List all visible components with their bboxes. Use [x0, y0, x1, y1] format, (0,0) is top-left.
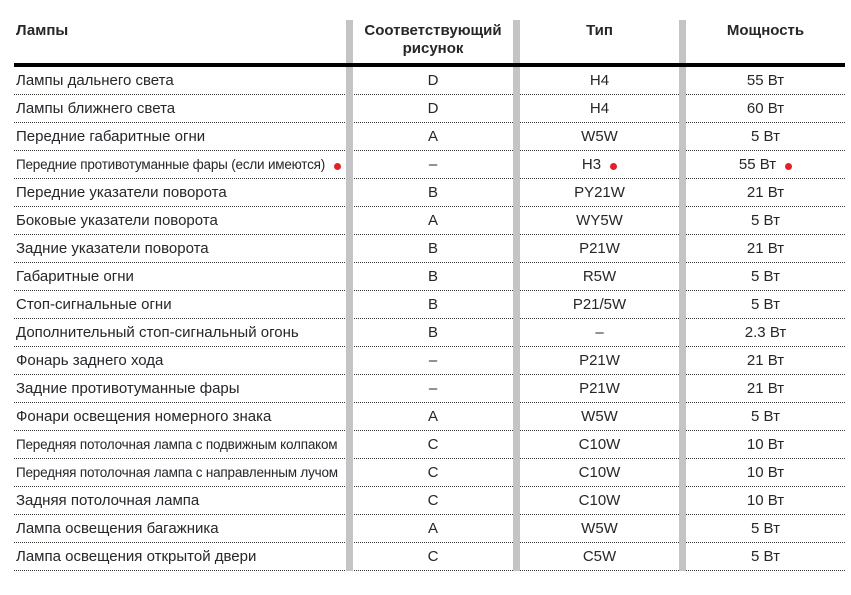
table-row [14, 375, 845, 403]
figure-cell: – [428, 156, 438, 173]
lamp-name-cell: Габаритные огни [16, 268, 134, 285]
power-cell: 2.3 Вт [744, 324, 787, 341]
table-row [14, 487, 845, 515]
lamp-name-cell: Задние указатели поворота [16, 240, 209, 257]
table-header-row [14, 14, 845, 63]
table-row [14, 67, 845, 95]
table-row [14, 263, 845, 291]
figure-cell: C [427, 464, 439, 481]
column-header-figure: Соответствующий рисунок [364, 22, 502, 57]
type-cell: – [595, 324, 604, 341]
column-divider-bar [679, 20, 686, 571]
type-cell: C10W [578, 436, 621, 453]
type-cell: H3 [520, 156, 679, 173]
power-cell: 5 Вт [751, 296, 780, 313]
type-cell: C5W [582, 548, 617, 565]
power-cell: 21 Вт [746, 380, 785, 397]
table-row [14, 319, 845, 347]
power-cell: 5 Вт [751, 212, 780, 229]
note-dot-icon [610, 163, 617, 170]
power-cell: 10 Вт [746, 492, 785, 509]
table-row [14, 431, 845, 459]
power-cell: 5 Вт [751, 408, 780, 425]
power-cell: 5 Вт [751, 520, 780, 537]
type-cell: C10W [578, 492, 621, 509]
type-cell: P21W [579, 352, 620, 369]
lamp-name-cell: Дополнительный стоп-сигнальный огонь [16, 324, 299, 341]
power-cell: 55 Вт [746, 72, 785, 89]
figure-cell: – [428, 380, 438, 397]
figure-cell: A [427, 128, 438, 145]
column-header-power: Мощность [726, 22, 805, 39]
lamp-name-cell: Лампы дальнего света [16, 72, 174, 89]
power-cell: 5 Вт [751, 128, 780, 145]
lamps-spec-table [14, 14, 845, 571]
table-row [14, 347, 845, 375]
figure-cell: – [428, 352, 438, 369]
type-cell: P21W [579, 380, 620, 397]
table-row [14, 403, 845, 431]
column-divider-bar [346, 20, 353, 571]
figure-cell: B [427, 240, 438, 257]
power-cell: 21 Вт [746, 184, 785, 201]
table-row [14, 459, 845, 487]
power-cell: 5 Вт [751, 548, 780, 565]
figure-cell: B [427, 324, 438, 341]
power-cell: 21 Вт [746, 240, 785, 257]
type-cell: C10W [578, 464, 621, 481]
figure-cell: B [427, 296, 438, 313]
power-cell: 60 Вт [746, 100, 785, 117]
type-cell: PY21W [574, 184, 625, 201]
lamp-name-cell: Фонарь заднего хода [16, 352, 164, 369]
table-row [14, 235, 845, 263]
lamp-name-cell: Лампа освещения багажника [16, 520, 219, 537]
table-row [14, 543, 845, 571]
figure-cell: A [427, 212, 438, 229]
type-cell: H4 [589, 72, 610, 89]
figure-cell: C [427, 492, 439, 509]
figure-cell: C [427, 548, 439, 565]
figure-cell: D [427, 100, 439, 117]
type-cell: P21W [579, 240, 620, 257]
header-rule [14, 63, 845, 67]
type-cell: W5W [581, 520, 618, 537]
note-dot-icon [334, 163, 341, 170]
table-row [14, 123, 845, 151]
power-cell: 5 Вт [751, 268, 780, 285]
lamp-name-cell: Лампа освещения открытой двери [16, 548, 257, 565]
figure-cell: A [427, 520, 438, 537]
lamp-name-cell: Боковые указатели поворота [16, 212, 218, 229]
column-header-lamps: Лампы [16, 22, 69, 39]
table-row [14, 207, 845, 235]
note-dot-icon [785, 163, 792, 170]
type-cell: W5W [581, 408, 618, 425]
column-divider-bar [513, 20, 520, 571]
type-cell: P21/5W [572, 296, 627, 313]
figure-cell: D [427, 72, 439, 89]
type-cell: WY5W [576, 212, 623, 229]
lamp-name-cell: Передние противотуманные фары (если имеются) [14, 157, 346, 172]
lamp-name-cell: Передние указатели поворота [16, 184, 227, 201]
figure-cell: B [427, 184, 438, 201]
power-cell: 10 Вт [746, 464, 785, 481]
lamp-name-cell: Задняя потолочная лампа [16, 492, 200, 509]
table-row [14, 151, 845, 179]
table-row [14, 291, 845, 319]
lamp-name-cell: Передняя потолочная лампа с подвижным колпаком [16, 437, 338, 452]
figure-cell: C [427, 436, 439, 453]
type-cell: R5W [582, 268, 617, 285]
figure-cell: B [427, 268, 438, 285]
lamp-name-cell: Передние габаритные огни [16, 128, 206, 145]
figure-cell: A [427, 408, 438, 425]
lamp-name-cell: Задние противотуманные фары [16, 380, 240, 397]
power-cell: 21 Вт [746, 352, 785, 369]
lamp-name-cell: Фонари освещения номерного знака [16, 408, 272, 425]
type-cell: W5W [581, 128, 618, 145]
table-row [14, 515, 845, 543]
table-body [14, 67, 845, 571]
power-cell: 55 Вт [686, 156, 845, 173]
column-header-type: Тип [586, 22, 613, 39]
lamp-name-cell: Лампы ближнего света [16, 100, 176, 117]
type-cell: H4 [589, 100, 610, 117]
table-row [14, 179, 845, 207]
table-row [14, 95, 845, 123]
power-cell: 10 Вт [746, 436, 785, 453]
lamp-name-cell: Передняя потолочная лампа с направленным лучом [16, 465, 338, 480]
lamp-name-cell: Стоп-сигнальные огни [16, 296, 172, 313]
